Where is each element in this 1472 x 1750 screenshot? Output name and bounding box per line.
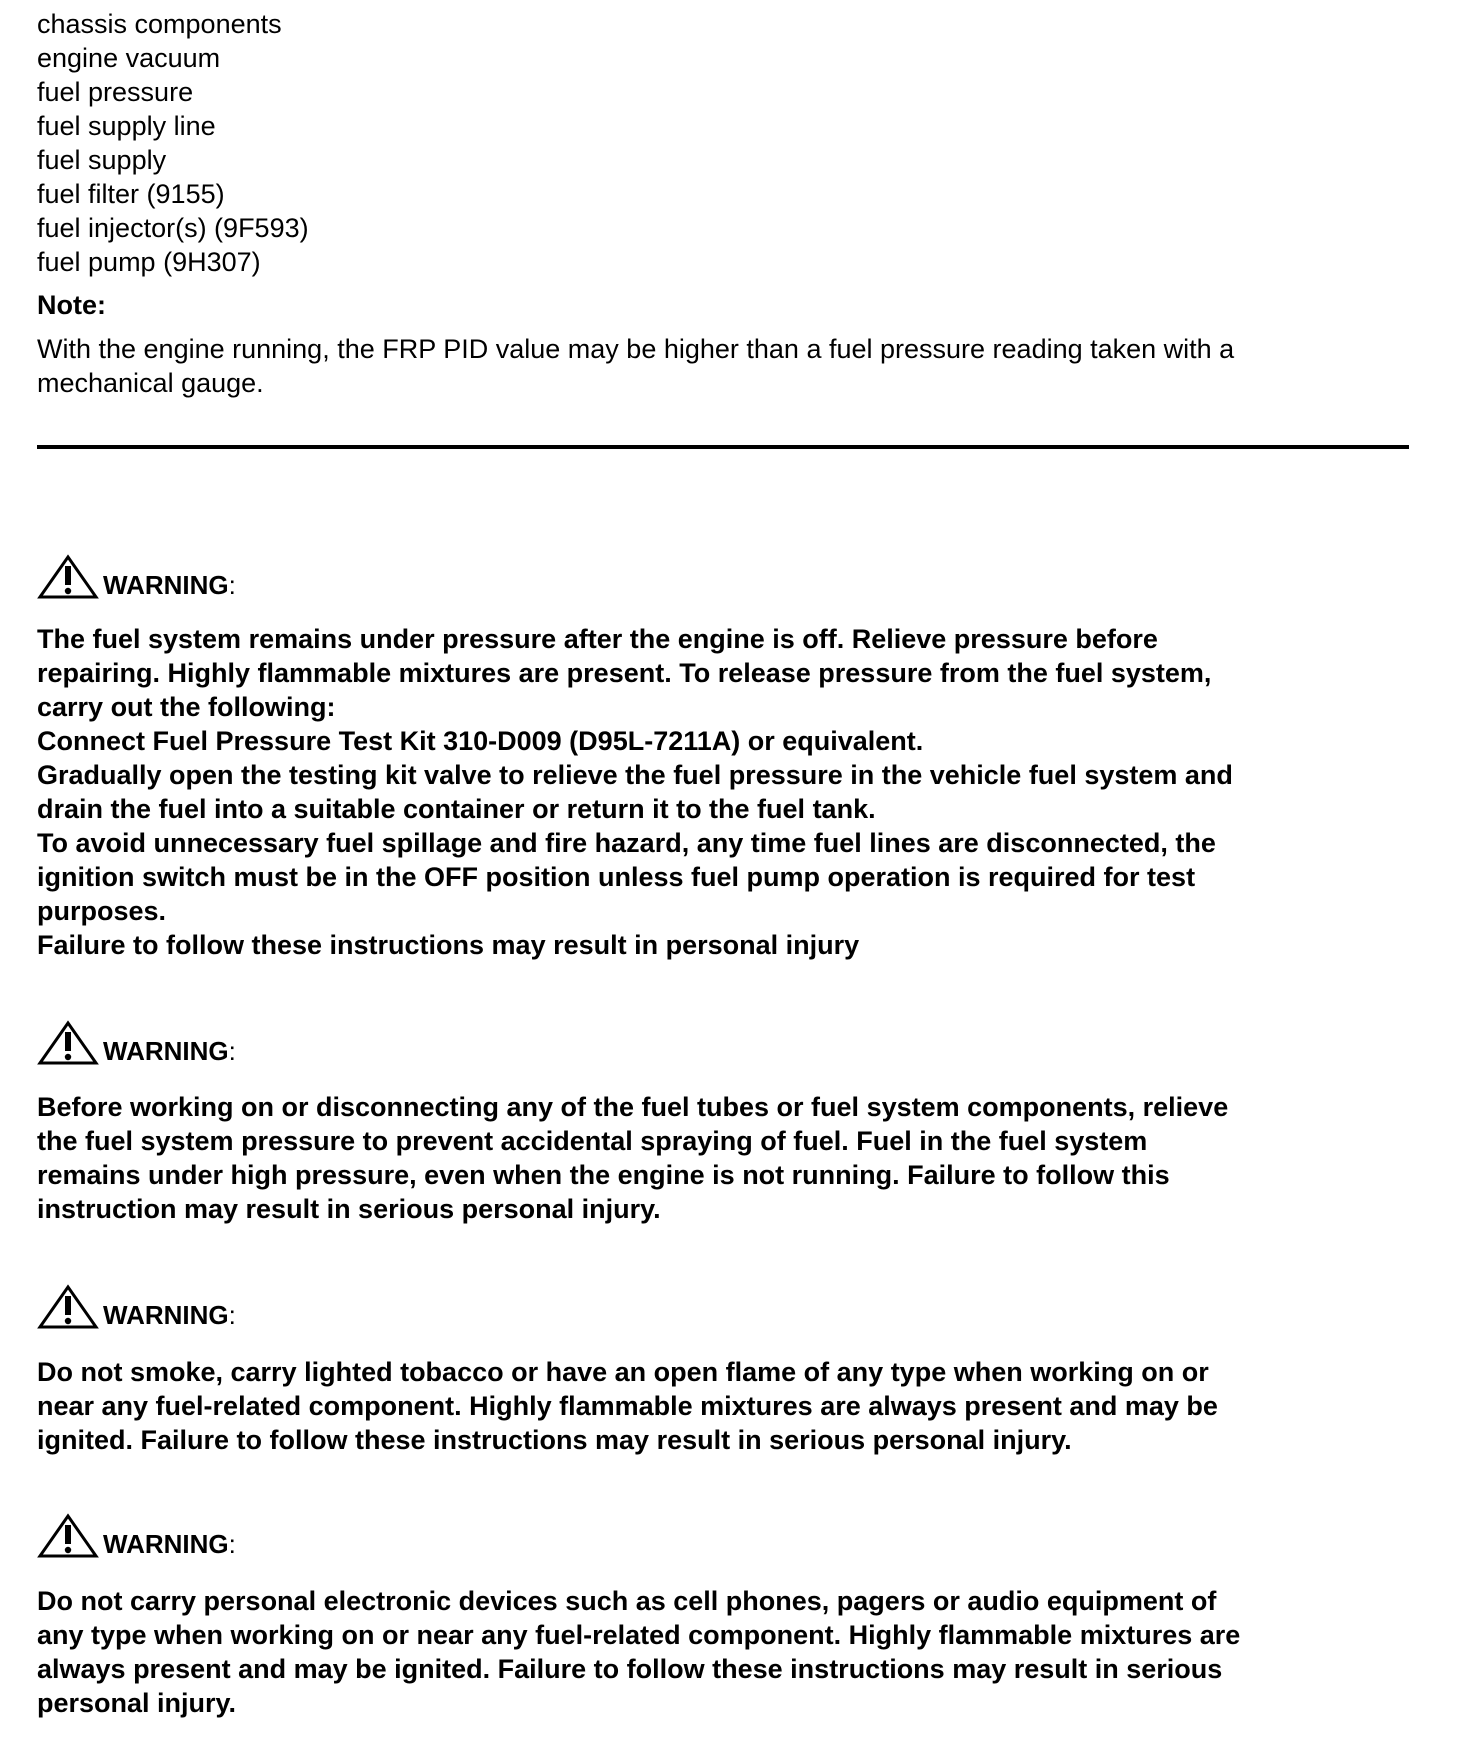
list-item: chassis components	[37, 9, 282, 39]
list-item: fuel filter (9155)	[37, 179, 225, 209]
warning-line: remains under high pressure, even when the engine is not running. Failure to follow this	[37, 1160, 1170, 1190]
warning-line: Before working on or disconnecting any of the fuel tubes or fuel system components, relieve	[37, 1092, 1229, 1122]
warning-label: WARNING:	[103, 1529, 236, 1559]
warning-line: Gradually open the testing kit valve to relieve the fuel pressure in the vehicle fuel system and	[37, 760, 1233, 790]
warning-header	[37, 1016, 236, 1066]
warning-text	[37, 1584, 1240, 1720]
note-text: With the engine running, the FRP PID value may be higher than a fuel pressure reading taken with a	[37, 334, 1235, 364]
note	[37, 288, 1234, 400]
warning-line: any type when working on or near any fuel-related component. Highly flammable mixtures are	[37, 1620, 1241, 1650]
warning-triangle-icon	[37, 1020, 99, 1066]
warning-label: WARNING:	[103, 570, 236, 600]
warning-line: repairing. Highly flammable mixtures are present. To release pressure from the fuel system,	[37, 658, 1212, 688]
section-divider	[37, 445, 1409, 449]
list-item: fuel supply line	[37, 111, 216, 141]
list-item: fuel pressure	[37, 77, 194, 107]
warning-line: near any fuel-related component. Highly flammable mixtures are always present and may be	[37, 1391, 1218, 1421]
warning-line: always present and may be ignited. Failure to follow these instructions may result in serious	[37, 1654, 1223, 1684]
list-item: fuel injector(s) (9F593)	[37, 213, 309, 243]
warning-text	[37, 1090, 1228, 1226]
warning-header	[37, 550, 236, 600]
warning-line: instruction may result in serious personal injury.	[37, 1194, 661, 1224]
warning-line: drain the fuel into a suitable container or return it to the fuel tank.	[37, 794, 876, 824]
warning-triangle-icon	[37, 554, 99, 600]
warning-line: Do not carry personal electronic devices such as cell phones, pagers or audio equipment of	[37, 1586, 1217, 1616]
warning-line: The fuel system remains under pressure after the engine is off. Relieve pressure before	[37, 624, 1158, 654]
list-item: engine vacuum	[37, 43, 221, 73]
warning-line: Failure to follow these instructions may result in personal injury	[37, 930, 860, 960]
note-text: mechanical gauge.	[37, 368, 264, 398]
warning-header	[37, 1280, 236, 1330]
warning-header	[37, 1509, 236, 1559]
list-item: fuel pump (9H307)	[37, 247, 261, 277]
warning-line: To avoid unnecessary fuel spillage and fire hazard, any time fuel lines are disconnected, the	[37, 828, 1216, 858]
component-list	[37, 7, 309, 279]
note-label: Note:	[37, 290, 106, 320]
warning-line: ignition switch must be in the OFF position unless fuel pump operation is required for test	[37, 862, 1196, 892]
warning-label: WARNING:	[103, 1300, 236, 1330]
warning-line: the fuel system pressure to prevent accidental spraying of fuel. Fuel in the fuel system	[37, 1126, 1148, 1156]
warning-line: Do not smoke, carry lighted tobacco or have an open flame of any type when working on or	[37, 1357, 1209, 1387]
warning-line: Connect Fuel Pressure Test Kit 310-D009 (D95L-7211A) or equivalent.	[37, 726, 924, 756]
warning-triangle-icon	[37, 1284, 99, 1330]
warning-line: ignited. Failure to follow these instructions may result in serious personal injury.	[37, 1425, 1072, 1455]
warning-triangle-icon	[37, 1513, 99, 1559]
warning-text	[37, 622, 1233, 962]
warning-line: purposes.	[37, 896, 167, 926]
warning-text	[37, 1355, 1218, 1457]
warning-label: WARNING:	[103, 1036, 236, 1066]
warning-line: personal injury.	[37, 1688, 237, 1718]
list-item: fuel supply	[37, 145, 167, 175]
warning-line: carry out the following:	[37, 692, 336, 722]
